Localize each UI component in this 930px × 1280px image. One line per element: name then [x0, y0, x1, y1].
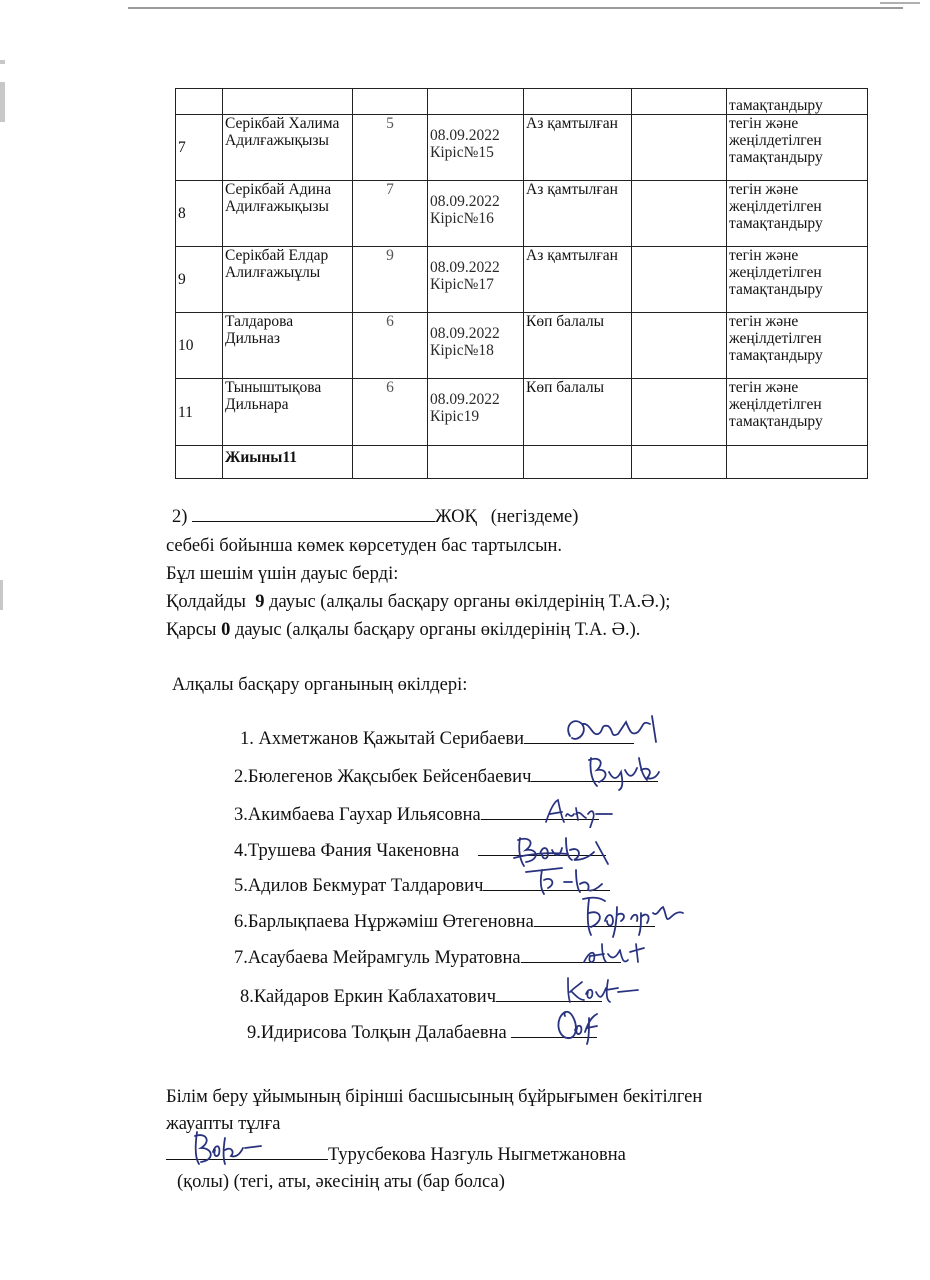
- scan-margin-mark: [0, 580, 3, 610]
- member-line: [247, 1021, 597, 1044]
- handwritten-signature: [580, 938, 650, 968]
- food-cell: тамақтандыру: [727, 89, 868, 115]
- family-status: Аз қамтылған: [524, 115, 632, 181]
- refusal-reason-text: себебі бойынша көмек көрсетуден бас тартылсын.: [166, 536, 563, 556]
- application-number: Кіріс№16: [430, 210, 494, 227]
- handwritten-signature: [553, 1006, 603, 1046]
- responsible-name: Турусбекова Назгуль Ныгметжановна: [328, 1145, 626, 1165]
- application-number: Кіріс19: [430, 408, 480, 425]
- votes-for-count: 9: [255, 592, 265, 612]
- application-date: 08.09.2022: [430, 127, 500, 144]
- child-name: Серікбай Адина Адилғажықызы: [223, 181, 353, 247]
- votes-for-label: Қолдайды: [166, 592, 246, 612]
- member-name: 9.Идирисова Толқын Далабаевна: [247, 1023, 507, 1043]
- table-row: [176, 181, 868, 247]
- member-name: 5.Адилов Бекмурат Талдарович: [234, 876, 484, 896]
- application-cell: [428, 115, 524, 181]
- member-name: 6.Барлықпаева Нұржәміш Өтегеновна: [234, 912, 534, 932]
- family-status: Көп балалы: [524, 313, 632, 379]
- child-age: 5: [353, 115, 428, 181]
- application-date: 08.09.2022: [430, 193, 500, 210]
- votes-for-line: [166, 591, 670, 613]
- family-status: Аз қамтылған: [524, 181, 632, 247]
- child-age: 9: [353, 247, 428, 313]
- food-cell: тегін және жеңілдетілген тамақтандыру: [727, 313, 868, 379]
- votes-against-suffix: дауыс (алқалы басқару органы өкілдерінің Т.А. Ә.).: [234, 620, 641, 640]
- application-date: 08.09.2022: [430, 391, 500, 408]
- application-number: Кіріс№15: [430, 144, 494, 161]
- refusal-word: ЖОҚ: [435, 507, 477, 527]
- family-status: Аз қамтылған: [524, 247, 632, 313]
- member-name: 8.Кайдаров Еркин Каблахатович: [240, 987, 497, 1007]
- total-label: Жиыны11: [223, 446, 353, 479]
- vote-heading: Бұл шешім үшін дауыс берді:: [166, 564, 399, 584]
- votes-for-suffix: дауыс (алқалы басқару органы өкілдерінің Т.А.Ә.);: [269, 592, 671, 612]
- votes-against-label: Қарсы: [166, 620, 217, 640]
- handwritten-signature: [583, 752, 663, 792]
- application-date: 08.09.2022: [430, 325, 500, 342]
- child-name: Талдарова Дильназ: [223, 313, 353, 379]
- recipients-table: [175, 88, 868, 479]
- application-number: Кіріс№17: [430, 276, 494, 293]
- application-number: Кіріс№18: [430, 342, 494, 359]
- member-line: [234, 946, 621, 969]
- family-status: Көп балалы: [524, 379, 632, 446]
- member-name: 3.Акимбаева Гаухар Ильясовна: [234, 805, 481, 825]
- table-row: [176, 247, 868, 313]
- section-number: 2): [172, 507, 188, 527]
- row-number: 9: [176, 247, 223, 313]
- food-cell: тегін және жеңілдетілген тамақтандыру: [727, 115, 868, 181]
- refusal-line: [172, 505, 578, 528]
- member-name: 1. Ахметжанов Қажытай Серибаеви: [240, 729, 525, 749]
- child-name: Серікбай Халима Адилғажықызы: [223, 115, 353, 181]
- handwritten-signature: [562, 974, 642, 1006]
- table-row: [176, 89, 868, 115]
- row-number: 11: [176, 379, 223, 446]
- member-line: [240, 985, 602, 1008]
- row-number: 8: [176, 181, 223, 247]
- child-age: 6: [353, 379, 428, 446]
- application-date: 08.09.2022: [430, 259, 500, 276]
- application-cell: [428, 181, 524, 247]
- handwritten-signature: [540, 796, 620, 828]
- handwritten-signature: [575, 893, 690, 939]
- child-age: 7: [353, 181, 428, 247]
- member-name: 7.Асаубаева Мейрамгуль Муратовна: [234, 948, 521, 968]
- scan-margin-mark: [0, 82, 5, 122]
- votes-against-line: [166, 619, 640, 641]
- child-name: Серікбай Елдар Алилғажыұлы: [223, 247, 353, 313]
- scan-edge-line: [880, 2, 920, 4]
- member-name: 2.Бюлегенов Жақсыбек Бейсенбаевич: [234, 767, 532, 787]
- table-total-row: [176, 446, 868, 479]
- basis-label: (негіздеме): [490, 507, 579, 527]
- handwritten-signature: [560, 712, 670, 748]
- members-heading: Алқалы басқару органының өкілдері:: [172, 675, 468, 695]
- signature-caption: (қолы) (тегі, аты, әкесінің аты (бар болса): [177, 1172, 505, 1192]
- row-number: 7: [176, 115, 223, 181]
- member-name: 4.Трушева Фания Чакеновна: [234, 841, 460, 861]
- scan-margin-mark: [0, 60, 5, 64]
- food-cell: тегін және жеңілдетілген тамақтандыру: [727, 181, 868, 247]
- application-cell: [428, 313, 524, 379]
- table-row: [176, 115, 868, 181]
- food-cell: тегін және жеңілдетілген тамақтандыру: [727, 379, 868, 446]
- scan-edge-line: [128, 7, 903, 9]
- child-age: 6: [353, 313, 428, 379]
- application-cell: [428, 379, 524, 446]
- votes-against-count: 0: [221, 620, 231, 640]
- food-cell: тегін және жеңілдетілген тамақтандыру: [727, 247, 868, 313]
- application-cell: [428, 247, 524, 313]
- row-number: 10: [176, 313, 223, 379]
- table-row: [176, 313, 868, 379]
- handwritten-signature: [185, 1128, 265, 1168]
- child-name: Тыныштықова Дильнара: [223, 379, 353, 446]
- blank-line: [192, 505, 435, 522]
- table-row: [176, 379, 868, 446]
- responsible-intro: Білім беру ұйымының бірінші басшысының бұйрығымен бекітілген: [166, 1087, 703, 1107]
- responsible-role: жауапты тұлға: [166, 1114, 281, 1134]
